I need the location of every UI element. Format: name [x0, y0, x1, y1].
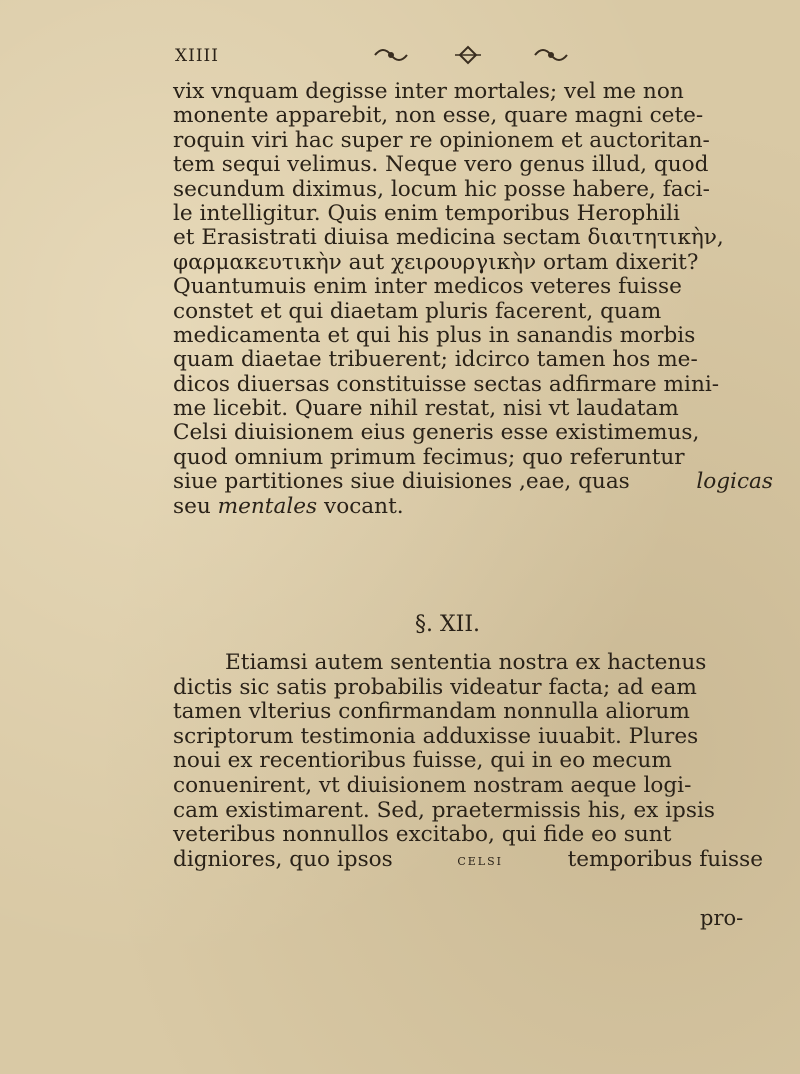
- text-line: scriptorum testimonia adduxisse iuuabit. Plures: [173, 723, 699, 749]
- text-line: [173, 470, 773, 494]
- text-fragment: vocant.: [317, 493, 404, 519]
- text-line: me licebit. Quare nihil restat, nisi vt laudatam: [173, 396, 679, 422]
- text-line: roquin viri hac super re opinionem et auctoritan-: [173, 127, 710, 153]
- section-heading: §. XII.: [415, 612, 481, 637]
- text-line: cam existimarent. Sed, praetermissis his, ex ipsis: [173, 797, 715, 823]
- paragraph-2: [173, 651, 763, 872]
- text-line: le intelligitur. Quis enim temporibus Herophili: [173, 200, 680, 226]
- text-line: secundum diximus, locum hic posse habere, faci-: [173, 176, 710, 202]
- text-line: constet et qui diaetam pluris facerent, quam: [173, 298, 662, 324]
- text-line-content: siue partitiones siue diuisiones ,eae, quas: [173, 469, 630, 495]
- text-line: dicos diuersas constituisse sectas adfirmare mini-: [173, 371, 720, 397]
- catchword: pro-: [700, 906, 744, 930]
- text-line: Etiamsi autem sententia nostra ex hactenus: [225, 650, 707, 675]
- text-line: [173, 495, 773, 519]
- italic-term: mentales: [217, 493, 318, 519]
- text-fragment: seu: [173, 493, 218, 519]
- text-line: veteribus nonnullos excitabo, qui fide eo sunt: [173, 822, 672, 848]
- text-line: vix vnquam degisse inter mortales; vel me non: [173, 79, 684, 104]
- text-line: et Erasistrati diuisa medicina sectam διαιτητικὴν,: [173, 225, 724, 251]
- paragraph-1: [173, 80, 773, 519]
- text-line: dictis sic satis probabilis videatur facta; ad eam: [173, 674, 697, 700]
- text-line: [173, 848, 763, 873]
- text-line: Celsi diuisionem eius generis esse existimemus,: [173, 420, 700, 446]
- text-line: quam diaetae tribuerent; idcirco tamen hos me-: [173, 347, 698, 373]
- text-line: monente apparebit, non esse, quare magni cete-: [173, 103, 704, 129]
- page-number: XIIII: [175, 46, 219, 66]
- running-header: [175, 38, 595, 74]
- text-fragment: temporibus fuisse: [567, 846, 763, 872]
- text-line: noui ex recentioribus fuisse, qui in eo mecum: [173, 748, 672, 774]
- text-line: Quantumuis enim inter medicos veteres fuisse: [173, 274, 682, 300]
- text-line: tem sequi velimus. Neque vero genus illud, quod: [173, 152, 709, 178]
- text-line: φαρμακευτικὴν aut χειρουργικὴν ortam dixerit?: [173, 249, 699, 275]
- text-fragment: digniores, quo ipsos: [173, 846, 393, 872]
- text-line: conuenirent, vt diuisionem nostram aeque logi-: [173, 772, 692, 798]
- italic-term: logicas: [696, 469, 773, 495]
- text-line: tamen vlterius confirmandam nonnulla aliorum: [173, 699, 690, 725]
- text-line: medicamenta et qui his plus in sanandis morbis: [173, 322, 696, 348]
- printers-ornament-icon: [365, 40, 595, 70]
- text-line: quod omnium primum fecimus; quo referuntur: [173, 444, 685, 470]
- small-caps-name: celsi: [457, 849, 503, 869]
